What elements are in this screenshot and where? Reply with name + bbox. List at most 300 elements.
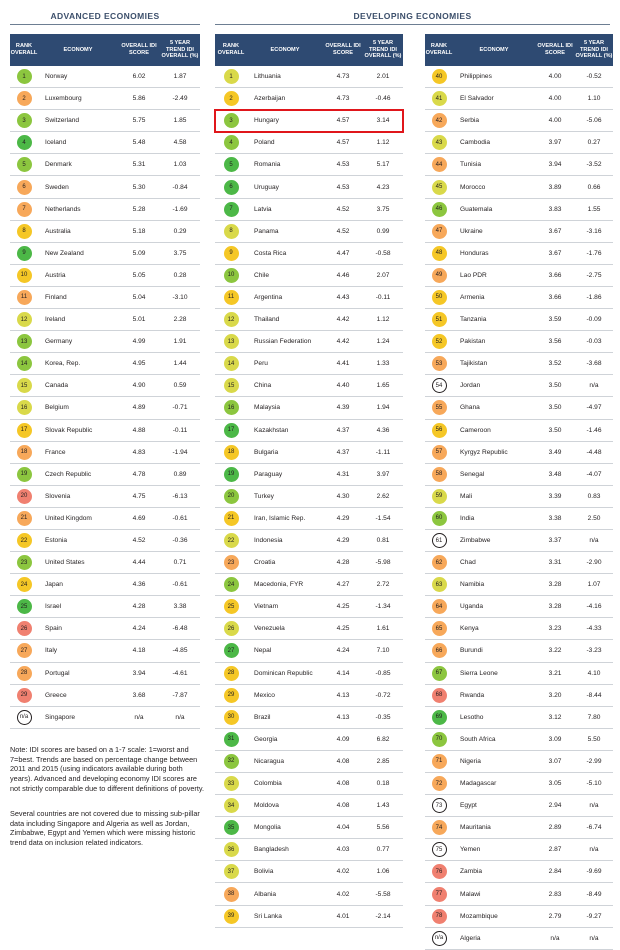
rank-cell <box>215 732 247 747</box>
trend-value: 1.06 <box>376 868 390 876</box>
rank-cell <box>425 246 453 261</box>
table-row <box>10 420 200 442</box>
trend-value: 1.03 <box>173 161 187 169</box>
rank-badge: 24 <box>17 577 32 592</box>
trend-value: 0.29 <box>173 227 187 235</box>
rank-cell <box>425 842 453 857</box>
rank-badge: 44 <box>432 157 447 172</box>
economy-name: Kazakhstan <box>254 426 289 434</box>
rank-badge: n/a <box>432 931 447 946</box>
trend-value: 3.75 <box>376 205 390 213</box>
idi-score: 4.08 <box>336 780 350 788</box>
table-row <box>425 66 613 88</box>
rank-badge: 32 <box>224 754 239 769</box>
economy-name: Tajikistan <box>460 360 488 368</box>
table-row <box>215 66 403 88</box>
table-row <box>215 640 403 662</box>
rank-cell <box>215 533 247 548</box>
rank-cell <box>215 820 247 835</box>
rank-cell <box>425 445 453 460</box>
table-row <box>10 663 200 685</box>
rank-cell <box>215 113 247 128</box>
table-row <box>215 817 403 839</box>
table-row <box>425 817 613 839</box>
economy-name: Morocco <box>460 183 486 191</box>
idi-score: 4.24 <box>336 647 350 655</box>
economy-name: Austria <box>45 271 66 279</box>
table-row <box>215 199 403 221</box>
trend-value: 0.81 <box>376 537 390 545</box>
table-row <box>10 486 200 508</box>
idi-score: 5.01 <box>132 316 146 324</box>
trend-value: -5.58 <box>375 890 391 898</box>
economy-name: Germany <box>45 338 73 346</box>
table-row <box>215 287 403 309</box>
idi-score: 3.59 <box>548 316 562 324</box>
idi-score: 4.42 <box>336 316 350 324</box>
developing-table-right <box>425 34 613 950</box>
rank-cell <box>10 157 38 172</box>
economy-name: Finland <box>45 293 67 301</box>
trend-value: 6.82 <box>376 735 390 743</box>
table-row <box>10 110 200 132</box>
rank-cell <box>425 224 453 239</box>
table-row <box>425 442 613 464</box>
economy-name: Uruguay <box>254 183 279 191</box>
rank-badge: 17 <box>224 423 239 438</box>
rank-badge: 1 <box>17 69 32 84</box>
rank-cell <box>425 621 453 636</box>
rank-cell <box>425 688 453 703</box>
idi-score: 2.84 <box>548 868 562 876</box>
idi-score: 4.18 <box>132 647 146 655</box>
table-row <box>215 309 403 331</box>
trend-value: n/a <box>589 537 599 545</box>
trend-value: -0.11 <box>375 293 391 301</box>
idi-score: 4.39 <box>336 404 350 412</box>
idi-score: 3.50 <box>548 426 562 434</box>
trend-value: -0.46 <box>375 95 391 103</box>
economy-name: United States <box>45 559 85 567</box>
rank-cell <box>10 69 38 84</box>
economy-name: Serbia <box>460 117 480 125</box>
table-row <box>215 707 403 729</box>
rank-badge: 64 <box>432 599 447 614</box>
idi-score: 5.28 <box>132 205 146 213</box>
rank-cell <box>425 312 453 327</box>
economy-name: Jordan <box>460 382 481 390</box>
trend-value: 2.62 <box>376 492 390 500</box>
table-row <box>215 176 403 198</box>
table-row <box>10 132 200 154</box>
economy-name: South Africa <box>460 735 496 743</box>
rank-cell <box>425 356 453 371</box>
economy-name: Brazil <box>254 713 271 721</box>
rank-badge: 50 <box>432 290 447 305</box>
table-row <box>10 287 200 309</box>
table-row <box>215 442 403 464</box>
idi-score: 4.31 <box>336 470 350 478</box>
rank-badge: 71 <box>432 754 447 769</box>
trend-value: n/a <box>589 802 599 810</box>
trend-value: -4.61 <box>172 669 188 677</box>
rank-cell <box>10 378 38 393</box>
idi-score: 3.07 <box>548 757 562 765</box>
rank-cell <box>215 754 247 769</box>
rank-cell <box>215 643 247 658</box>
economy-name: Mauritania <box>460 824 491 832</box>
table-row <box>10 375 200 397</box>
economy-name: Korea, Rep. <box>45 360 81 368</box>
idi-score-header: OVERALL IDI SCORE <box>121 43 157 56</box>
rank-cell <box>215 356 247 371</box>
economy-name: Mexico <box>254 691 275 699</box>
trend-value: -1.34 <box>375 603 391 611</box>
table-header <box>10 34 200 66</box>
economy-name: Senegal <box>460 470 485 478</box>
rank-cell <box>215 666 247 681</box>
table-row <box>215 552 403 574</box>
table-row <box>425 883 613 905</box>
trend-value: -4.07 <box>586 470 602 478</box>
table-row <box>425 88 613 110</box>
rank-badge: 28 <box>224 666 239 681</box>
idi-score: 4.29 <box>336 514 350 522</box>
table-row <box>215 883 403 905</box>
idi-score: 2.87 <box>548 846 562 854</box>
idi-score: 4.00 <box>548 117 562 125</box>
idi-score: 4.46 <box>336 271 350 279</box>
table-row <box>215 773 403 795</box>
economy-name: Indonesia <box>254 537 283 545</box>
table-row <box>425 773 613 795</box>
rank-cell <box>215 511 247 526</box>
idi-score: 4.73 <box>336 73 350 81</box>
trend-header: 5 YEAR TREND IDI OVERALL (%) <box>364 39 402 60</box>
trend-value: 1.43 <box>376 802 390 810</box>
rank-cell <box>10 312 38 327</box>
table-row <box>215 375 403 397</box>
table-row <box>215 464 403 486</box>
rank-badge: 4 <box>224 135 239 150</box>
economy-name: Vietnam <box>254 603 279 611</box>
idi-score: 3.39 <box>548 492 562 500</box>
rank-cell <box>425 91 453 106</box>
rank-cell <box>215 887 247 902</box>
economy-name: Azerbaijan <box>254 95 286 103</box>
economy-name: Macedonia, FYR <box>254 581 304 589</box>
idi-score: 5.48 <box>132 139 146 147</box>
rank-cell <box>215 423 247 438</box>
rank-cell <box>215 842 247 857</box>
rank-cell <box>215 555 247 570</box>
table-row <box>10 596 200 618</box>
rank-badge: 26 <box>17 621 32 636</box>
trend-value: 2.85 <box>376 757 390 765</box>
trend-value: 5.17 <box>376 161 390 169</box>
table-row <box>425 596 613 618</box>
rank-badge: 20 <box>17 489 32 504</box>
rank-cell <box>425 268 453 283</box>
idi-score: 4.36 <box>132 581 146 589</box>
idi-score: 4.04 <box>336 824 350 832</box>
economy-name: Italy <box>45 647 58 655</box>
trend-value: n/a <box>589 934 599 942</box>
idi-score: 4.43 <box>336 293 350 301</box>
rank-badge: 27 <box>224 643 239 658</box>
rank-cell <box>425 820 453 835</box>
rank-cell <box>425 135 453 150</box>
economy-name: India <box>460 514 475 522</box>
rank-cell <box>10 511 38 526</box>
economy-name: Malawi <box>460 890 481 898</box>
trend-value: n/a <box>589 382 599 390</box>
table-row <box>425 663 613 685</box>
rank-badge: 33 <box>224 776 239 791</box>
rank-badge: 13 <box>224 334 239 349</box>
table-row <box>425 375 613 397</box>
rank-badge: 35 <box>224 820 239 835</box>
economy-name: Peru <box>254 360 268 368</box>
trend-value: 0.28 <box>173 271 187 279</box>
table-row <box>425 353 613 375</box>
table-row <box>215 861 403 883</box>
economy-name: Ghana <box>460 404 480 412</box>
trend-value: 1.33 <box>376 360 390 368</box>
rank-cell <box>10 202 38 217</box>
rank-badge: 22 <box>224 533 239 548</box>
economy-name: Paraguay <box>254 470 283 478</box>
rank-badge: 23 <box>224 555 239 570</box>
rank-badge: 43 <box>432 135 447 150</box>
economy-name: Japan <box>45 581 63 589</box>
rank-cell <box>215 180 247 195</box>
table-row <box>425 552 613 574</box>
economy-name: China <box>254 382 272 390</box>
rank-badge: 78 <box>432 909 447 924</box>
rank-cell <box>10 599 38 614</box>
idi-score: 4.37 <box>336 448 350 456</box>
rank-cell <box>10 533 38 548</box>
economy-name: Tunisia <box>460 161 482 169</box>
trend-value: -1.46 <box>586 426 602 434</box>
note-paragraph: Note: IDI scores are based on a 1-7 scale: 1=worst and 7=best. Trends are based on percentage change between 2011 and 2015 (using indicators available during both years). Advanced and developing economy IDI scores are not strictly comparable due to different definitions of poverty. <box>10 745 205 793</box>
idi-score: 4.28 <box>336 559 350 567</box>
idi-score: 4.01 <box>336 912 350 920</box>
economy-name: Turkey <box>254 492 274 500</box>
rank-cell <box>425 334 453 349</box>
idi-score: 4.02 <box>336 890 350 898</box>
economy-name: Namibia <box>460 581 485 589</box>
table-row <box>425 729 613 751</box>
rank-badge: 7 <box>17 202 32 217</box>
economy-name: Malaysia <box>254 404 281 412</box>
trend-value: -3.68 <box>586 360 602 368</box>
trend-value: 1.91 <box>173 338 187 346</box>
rank-cell <box>425 69 453 84</box>
economy-name: Venezuela <box>254 625 285 633</box>
table-row <box>425 508 613 530</box>
rank-cell <box>425 599 453 614</box>
rank-cell <box>215 489 247 504</box>
rank-badge: 47 <box>432 224 447 239</box>
rank-cell <box>215 467 247 482</box>
trend-value: -1.54 <box>375 514 391 522</box>
trend-value: 1.44 <box>173 360 187 368</box>
rank-cell <box>425 666 453 681</box>
economy-name: Dominican Republic <box>254 669 313 677</box>
idi-score: n/a <box>550 934 560 942</box>
coverage-note-paragraph: Several countries are not covered due to missing sub-pillar data including Singapore and Algeria as well as Jordan, Zimbabwe, Egypt and Yemen which were missing historic trend data on inclusion related indicators. <box>10 809 200 847</box>
trend-value: -0.03 <box>586 338 602 346</box>
trend-value: 1.94 <box>376 404 390 412</box>
trend-value: -4.48 <box>586 448 602 456</box>
table-row <box>425 221 613 243</box>
table-row-highlighted <box>215 110 403 132</box>
rank-header: RANK OVERALL <box>217 43 245 56</box>
trend-value: -8.49 <box>586 890 602 898</box>
rank-badge: 25 <box>224 599 239 614</box>
rank-cell <box>10 113 38 128</box>
economy-name: Tanzania <box>460 316 487 324</box>
table-row <box>10 552 200 574</box>
rank-badge: 69 <box>432 710 447 725</box>
trend-value: -2.49 <box>172 95 188 103</box>
economy-name: Slovenia <box>45 492 71 500</box>
idi-score: 3.12 <box>548 713 562 721</box>
idi-score: 4.47 <box>336 249 350 257</box>
table-row <box>215 486 403 508</box>
table-row <box>215 530 403 552</box>
rank-badge: 28 <box>17 666 32 681</box>
trend-value: -2.90 <box>586 559 602 567</box>
table-row <box>215 906 403 928</box>
rank-badge: 60 <box>432 511 447 526</box>
idi-score: 4.52 <box>132 537 146 545</box>
table-row <box>425 486 613 508</box>
rank-cell <box>215 445 247 460</box>
rank-cell <box>10 688 38 703</box>
rank-cell <box>215 202 247 217</box>
idi-score: 4.78 <box>132 470 146 478</box>
economy-name: Lao PDR <box>460 271 487 279</box>
idi-score: 5.09 <box>132 249 146 257</box>
idi-score: 4.53 <box>336 183 350 191</box>
rank-badge: 5 <box>17 157 32 172</box>
economy-name: Colombia <box>254 780 282 788</box>
economy-name: Singapore <box>45 713 76 721</box>
rank-badge: 8 <box>17 224 32 239</box>
table-row <box>215 574 403 596</box>
rank-badge: 41 <box>432 91 447 106</box>
idi-score: 4.52 <box>336 205 350 213</box>
trend-value: -5.06 <box>586 117 602 125</box>
rank-badge: 65 <box>432 621 447 636</box>
table-row <box>10 685 200 707</box>
economy-name: Sri Lanka <box>254 912 282 920</box>
rank-badge: 21 <box>17 511 32 526</box>
idi-score: 3.67 <box>548 249 562 257</box>
economy-name: Thailand <box>254 316 280 324</box>
economy-name: Sweden <box>45 183 69 191</box>
table-row <box>215 397 403 419</box>
economy-name: Madagascar <box>460 780 497 788</box>
rank-cell <box>215 400 247 415</box>
rank-cell <box>10 246 38 261</box>
economy-name: Mongolia <box>254 824 281 832</box>
trend-value: 0.77 <box>376 846 390 854</box>
trend-value: 3.14 <box>376 117 390 125</box>
rank-badge: 16 <box>224 400 239 415</box>
table-row <box>425 132 613 154</box>
table-row <box>215 88 403 110</box>
table-row <box>215 508 403 530</box>
trend-value: -1.94 <box>172 448 188 456</box>
trend-value: -0.52 <box>586 73 602 81</box>
trend-value: 2.01 <box>376 73 390 81</box>
rank-badge: 53 <box>432 356 447 371</box>
rank-badge: 6 <box>224 180 239 195</box>
trend-value: -7.87 <box>172 691 188 699</box>
economy-name: Iran, Islamic Rep. <box>254 514 306 522</box>
table-row <box>425 154 613 176</box>
economy-name: Canada <box>45 382 69 390</box>
idi-score: 3.68 <box>132 691 146 699</box>
idi-score: 4.13 <box>336 691 350 699</box>
economy-name: Albania <box>254 890 276 898</box>
rank-cell <box>10 135 38 150</box>
rank-cell <box>215 710 247 725</box>
rank-cell <box>215 135 247 150</box>
developing-title-rule <box>215 24 610 25</box>
economy-name: Hungary <box>254 117 279 125</box>
economy-name: Romania <box>254 161 281 169</box>
idi-score: 4.53 <box>336 161 350 169</box>
economy-header: ECONOMY <box>479 46 509 53</box>
rank-badge: 58 <box>432 467 447 482</box>
rank-badge: 15 <box>17 378 32 393</box>
table-row <box>425 176 613 198</box>
idi-score: 3.50 <box>548 404 562 412</box>
idi-score: 5.18 <box>132 227 146 235</box>
rank-cell <box>215 224 247 239</box>
trend-value: 1.55 <box>587 205 601 213</box>
idi-score: 4.40 <box>336 382 350 390</box>
rank-cell <box>10 268 38 283</box>
trend-value: -9.27 <box>586 912 602 920</box>
trend-value: -4.33 <box>586 625 602 633</box>
table-row <box>425 331 613 353</box>
economy-name: Zambia <box>460 868 482 876</box>
rank-badge: n/a <box>17 710 32 725</box>
idi-score: 3.05 <box>548 780 562 788</box>
rank-cell <box>215 909 247 924</box>
idi-score: 4.44 <box>132 559 146 567</box>
developing-table-left <box>215 34 403 928</box>
trend-value: 0.71 <box>173 559 187 567</box>
rank-cell <box>215 290 247 305</box>
trend-value: -0.61 <box>172 514 188 522</box>
economy-name: Rwanda <box>460 691 485 699</box>
table-row <box>10 574 200 596</box>
rank-badge: 59 <box>432 489 447 504</box>
table-row <box>425 397 613 419</box>
rank-badge: 55 <box>432 400 447 415</box>
idi-score: 4.90 <box>132 382 146 390</box>
rank-badge: 45 <box>432 180 447 195</box>
idi-score: 3.83 <box>548 205 562 213</box>
rank-badge: 13 <box>17 334 32 349</box>
